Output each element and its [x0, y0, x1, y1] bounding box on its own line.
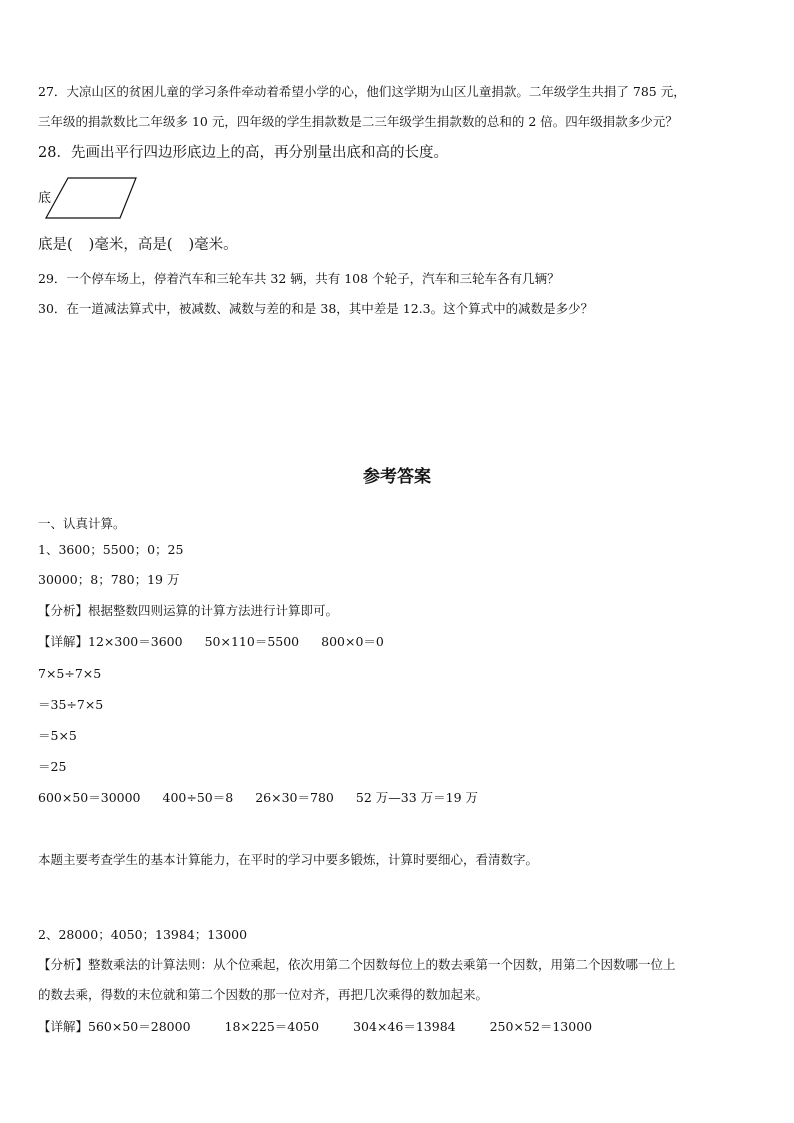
q30-text: 30．在一道减法算式中，被减数、减数与差的和是 38，其中差是 12.3。这个算式中的减数是多少？: [38, 301, 594, 316]
q28-answer-line: [38, 236, 238, 254]
parallelogram-figure: [38, 175, 138, 221]
a2-detail: [38, 1018, 592, 1036]
a1-analysis: 【分析】根据整数四则运算的计算方法进行计算即可。: [38, 603, 339, 618]
q27-line2: 三年级的捐款数比二年级多 10 元，四年级的学生捐款数是二三年级学生捐款数的总和的 2 倍。四年级捐款多少元？: [38, 114, 678, 129]
a1-detail-2: 50×110＝5500: [204, 634, 300, 649]
a2-detail-1: 560×50＝28000: [88, 1019, 191, 1034]
a1-line2: 30000；8；780；19 万: [38, 572, 180, 587]
a1-step1: 7×5÷7×5: [38, 666, 102, 681]
a1-calc-row: [38, 789, 478, 807]
q28-text: 28．先画出平行四边形底边上的高，再分别量出底和高的长度。: [38, 145, 448, 161]
q28-answer-mid: )毫米，高是(: [88, 237, 173, 253]
a1-step4: ＝25: [38, 759, 67, 774]
a1-detail-label: 【详解】: [38, 634, 89, 649]
a1-calc-4: 52 万—33 万＝19 万: [355, 790, 479, 805]
a1-note: 本题主要考查学生的基本计算能力，在平时的学习中要多锻炼，计算时要细心，看清数字。: [38, 852, 539, 867]
q28-answer-end: )毫米。: [188, 237, 238, 253]
a1-detail-1: 12×300＝3600: [88, 634, 183, 649]
a1-detail-3: 800×0＝0: [321, 634, 384, 649]
a2-detail-2: 18×225＝4050: [224, 1019, 320, 1034]
parallelogram-shape: [46, 178, 136, 218]
a2-analysis-2: 的数去乘，得数的末位就和第二个因数的那一位对齐，再把几次乘得的数加起来。: [38, 987, 489, 1002]
base-label: 底: [38, 191, 52, 206]
a1-calc-1: 600×50＝30000: [38, 790, 141, 805]
a2-detail-3: 304×46＝13984: [353, 1019, 456, 1034]
q29-text: 29．一个停车场上，停着汽车和三轮车共 32 辆，共有 108 个轮子，汽车和三轮车各有几辆？: [38, 271, 560, 286]
a1-line1: 1、3600；5500；0；25: [38, 542, 184, 557]
section1-heading: 一、认真计算。: [38, 516, 126, 531]
a1-step2: ＝35÷7×5: [38, 697, 104, 712]
a2-detail-label: 【详解】: [38, 1019, 89, 1034]
a1-step3: ＝5×5: [38, 728, 77, 743]
answers-title: 参考答案: [363, 467, 431, 487]
a1-detail: [38, 633, 384, 651]
a1-calc-2: 400÷50＝8: [162, 790, 234, 805]
q27-line1: 27．大凉山区的贫困儿童的学习条件牵动着希望小学的心，他们这学期为山区儿童捐款。二年级学生共捐了 785 元，: [38, 84, 686, 99]
a2-detail-4: 250×52＝13000: [489, 1019, 593, 1034]
a2-analysis-1: 【分析】整数乘法的计算法则：从个位乘起，依次用第二个因数每位上的数去乘第一个因数，用第二个因数哪一位上: [38, 957, 676, 972]
a1-calc-3: 26×30＝780: [255, 790, 334, 805]
q28-answer-base: 底是(: [38, 237, 73, 253]
a2-line1: 2、28000；4050；13984；13000: [38, 927, 248, 942]
